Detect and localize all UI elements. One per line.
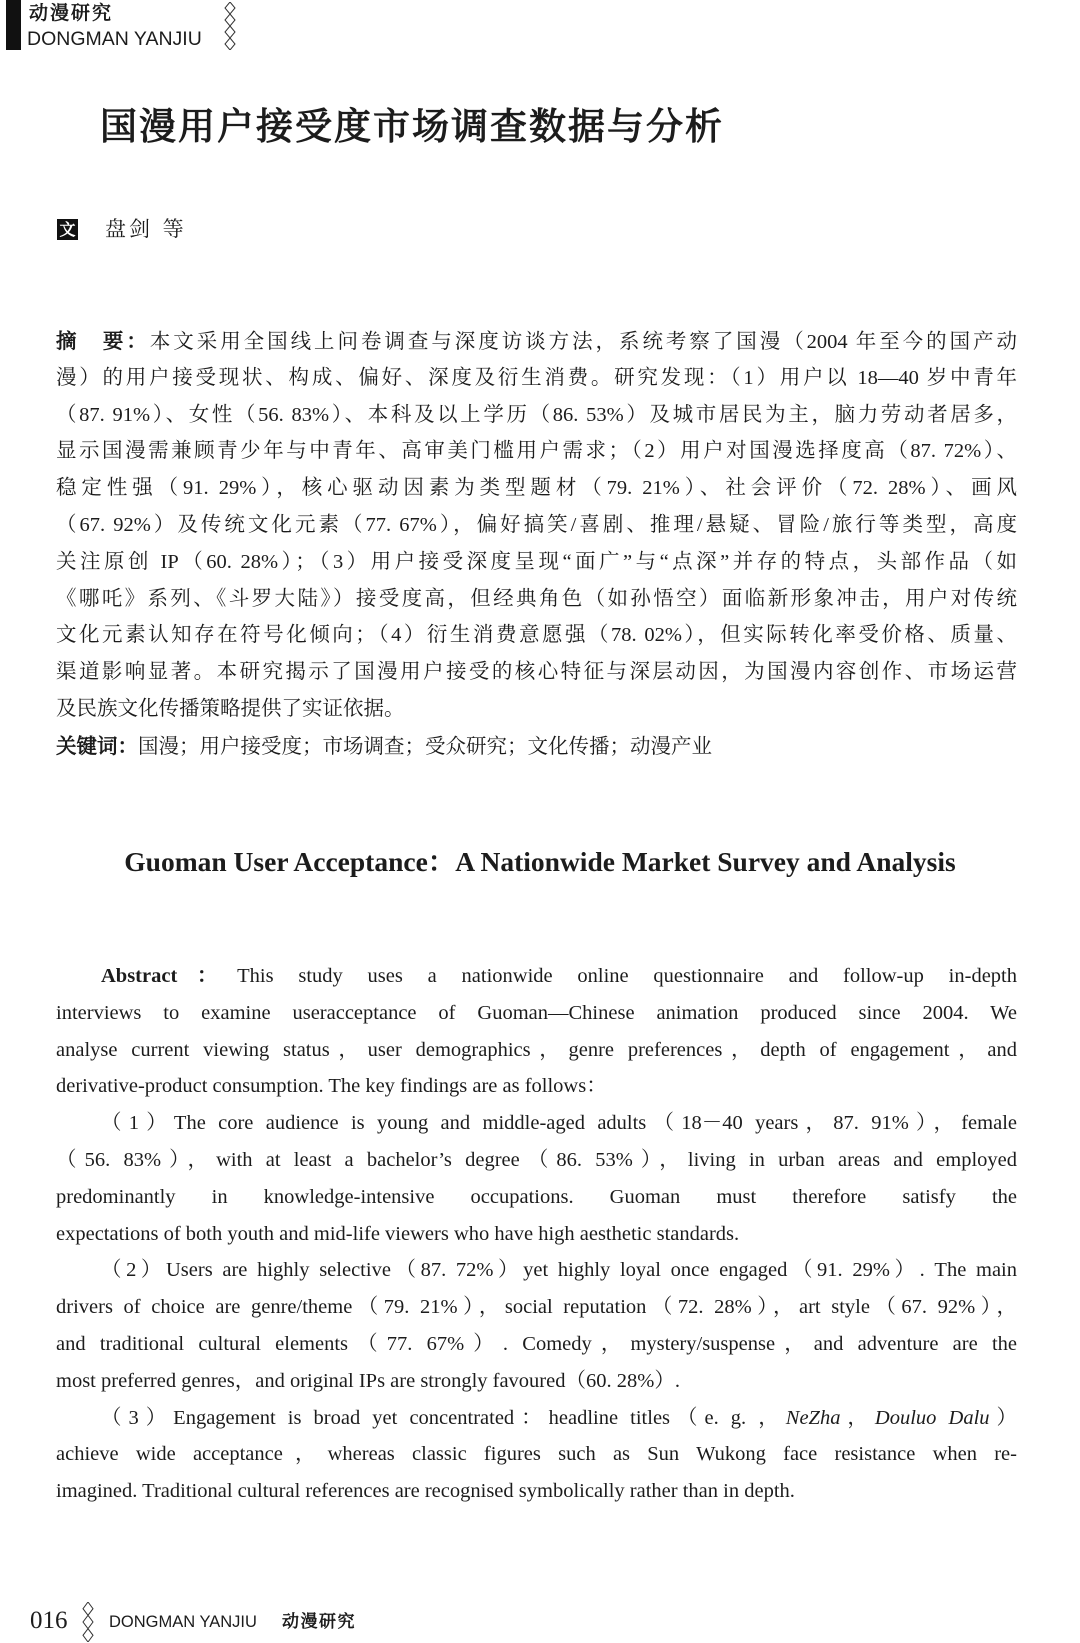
footer-journal-name-en: DONGMAN YANJIU — [109, 1613, 257, 1631]
abstract-en-line: （1）The core audience is young and middle-aged adults（18－40 years，87. 91%），female — [101, 1112, 1017, 1135]
abstract-en-text: This study uses a nationwide online questionnaire and follow-up in-depth — [237, 965, 1017, 987]
abstract-en-line: most preferred genres，and original IPs are strongly favoured（60. 28%）. — [56, 1369, 680, 1392]
abstract-cn-line: 渠道影响显著。本研究揭示了国漫用户接受的核心特征与深层动因，为国漫内容创作、市场运营 — [56, 661, 1017, 684]
abstract-en-line: derivative-product consumption. The key findings are as follows： — [56, 1075, 607, 1098]
abstract-cn-line: 及民族文化传播策略提供了实证依据。 — [56, 697, 405, 720]
abstract-en-text: （3）Engagement is broad yet concentrated：headline titles（e. g. ， — [101, 1406, 786, 1429]
abstract-en-line: and traditional cultural elements（77. 67%）. Comedy，mystery/suspense，and adventure are the — [56, 1332, 1017, 1355]
abstract-cn-line: 文化元素认知存在符号化倾向；（4）衍生消费意愿强（78. 02%），但实际转化率受价格、质量、 — [56, 624, 1017, 647]
abstract-cn-line — [56, 323, 1017, 360]
abstract-cn — [56, 323, 1017, 765]
abstract-en-line: achieve wide acceptance，whereas classic figures such as Sun Wukong face resistance when re- — [56, 1443, 1017, 1466]
keywords-label: 关键词： — [56, 733, 138, 758]
abstract-cn-line: 显示国漫需兼顾青少年与中青年、高审美门槛用户需求；（2）用户对国漫选择度高（87. 72%）、 — [56, 440, 1017, 463]
abstract-cn-line: （67. 92%）及传统文化元素（77. 67%），偏好搞笑/喜剧、推理/悬疑、冒险/旅行等类型，高度 — [56, 513, 1017, 536]
abstract-en-label: Abstract： — [101, 965, 238, 987]
abstract-en-line: （56. 83%），with at least a bachelor’s degree（86. 53%），living in urban areas and employed — [56, 1148, 1017, 1171]
abstract-en-line — [56, 958, 1017, 995]
author-names: 盘剑 等 — [105, 217, 187, 241]
abstract-cn-line: 漫）的用户接受现状、构成、偏好、深度及衍生消费。研究发现：（1）用户以 18—40 岁中青年 — [56, 366, 1017, 389]
abstract-en — [56, 958, 1017, 1510]
page-number: 016 — [30, 1607, 68, 1634]
abstract-en-text: ， — [840, 1406, 875, 1429]
abstract-en-line: drivers of choice are genre/theme（79. 21%），social reputation（72. 28%），art style（67. 92%）， — [56, 1296, 1017, 1319]
title-nezha: NeZha — [785, 1406, 841, 1429]
abstract-en-line: analyse current viewing status，user demographics，genre preferences，depth of engagement，and — [56, 1038, 1017, 1061]
abstract-cn-label: 摘 要： — [56, 329, 150, 353]
author-marker: 文 — [57, 219, 78, 240]
abstract-cn-line: 稳定性强（91. 29%），核心驱动因素为类型题材（79. 21%）、社会评价（72. 28%）、画风 — [56, 477, 1017, 500]
abstract-cn-line: （87. 91%）、女性（56. 83%）、本科及以上学历（86. 53%）及城市居民为主，脑力劳动者居多， — [56, 403, 1017, 426]
abstract-en-line: imagined. Traditional cultural references are recognised symbolically rather than in depth. — [56, 1480, 795, 1503]
abstract-en-line: （2）Users are highly selective（87. 72%）yet highly loyal once engaged（91. 29%）. The main — [101, 1259, 1017, 1282]
abstract-en-line — [56, 1400, 1017, 1437]
header-black-bar — [6, 0, 21, 50]
abstract-en-line: interviews to examine useracceptance of Guoman—Chinese animation produced since 2004. We — [56, 1001, 1017, 1024]
abstract-cn-line: 关注原创 IP（60. 28%）；（3）用户接受深度呈现“面广”与“点深”并存的特点，头部作品（如 — [56, 550, 1017, 573]
abstract-cn-text: 本文采用全国线上问卷调查与深度访谈方法，系统考察了国漫（2004 年至今的国产动 — [149, 331, 1018, 353]
footer-journal-name-cn: 动漫研究 — [282, 1612, 356, 1632]
keywords-line — [56, 728, 1017, 765]
journal-name-cn: 动漫研究 — [29, 2, 114, 24]
abstract-en-line: expectations of both youth and mid-life viewers who have high aesthetic standards. — [56, 1222, 740, 1245]
abstract-en-line: predominantly in knowledge-intensive occupations. Guoman must therefore satisfy the — [56, 1185, 1017, 1208]
keywords-text: 国漫；用户接受度；市场调查；受众研究；文化传播；动漫产业 — [138, 735, 712, 758]
diamond-chain-icon — [82, 1602, 94, 1642]
article-title-en: Guoman User Acceptance：A Nationwide Market Survey and Analysis — [124, 846, 956, 877]
abstract-cn-line: 《哪吒》系列、《斗罗大陆》）接受度高，但经典角色（如孙悟空）面临新形象冲击，用户对传统 — [56, 587, 1017, 610]
abstract-en-text: ） — [989, 1406, 1018, 1429]
title-douluo-dalu: Douluo Dalu — [874, 1406, 990, 1429]
diamond-chain-icon — [224, 2, 236, 50]
article-title: 国漫用户接受度市场调查数据与分析 — [100, 104, 724, 148]
journal-name-en: DONGMAN YANJIU — [27, 28, 202, 50]
